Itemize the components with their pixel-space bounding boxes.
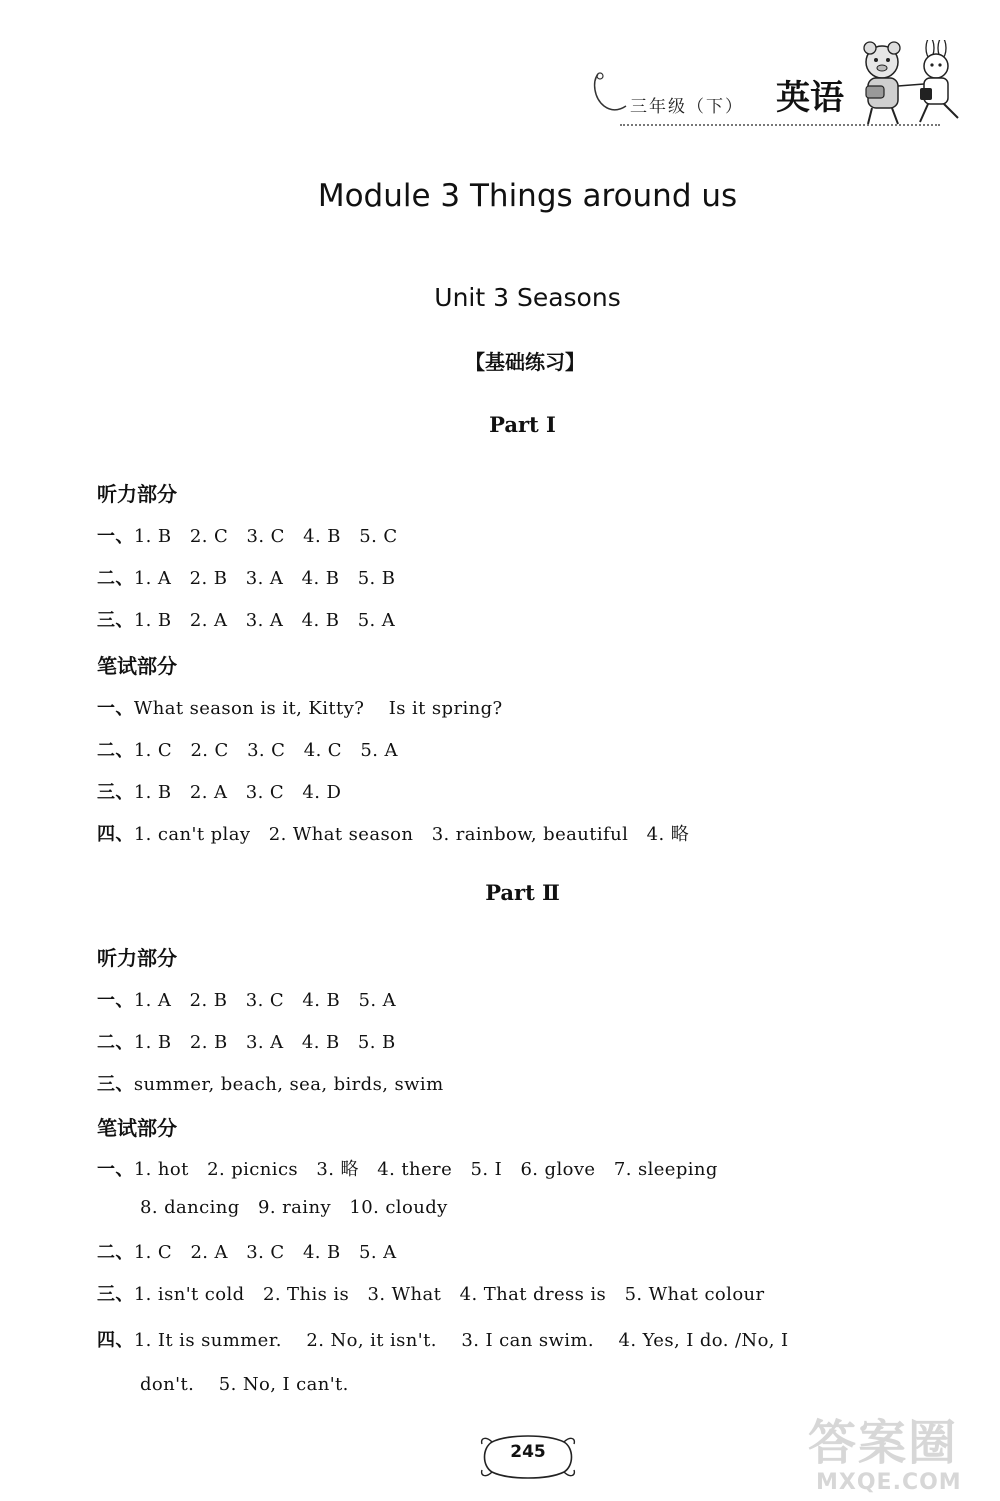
line-text: 1. B 2. A 3. C 4. D — [133, 782, 342, 803]
curl-decoration-icon — [590, 68, 630, 118]
line-text: 1. It is summer. 2. No, it isn't. 3. I can swim. 4. Yes, I do. /No, I — [133, 1330, 789, 1351]
answer-line — [97, 564, 395, 590]
part-1-title: Part Ⅰ — [489, 412, 556, 437]
line-text: 1. A 2. B 3. C 4. B 5. A — [133, 990, 396, 1011]
bear-and-rabbit-mascot-icon — [858, 40, 968, 130]
answer-line — [97, 986, 396, 1012]
part-2-title: Part Ⅱ — [485, 880, 560, 905]
line-text: 1. B 2. B 3. A 4. B 5. B — [133, 1032, 396, 1053]
line-prefix: 三、 — [97, 1284, 134, 1305]
part-2-written-title: 笔试部分 — [97, 1116, 177, 1140]
line-prefix: 二、 — [97, 1032, 134, 1053]
line-prefix: 四、 — [97, 1330, 134, 1351]
line-prefix: 三、 — [97, 610, 134, 631]
line-prefix: 三、 — [97, 782, 134, 803]
answer-line — [97, 1238, 397, 1264]
answer-line — [97, 606, 395, 632]
line-prefix: 一、 — [97, 526, 134, 547]
answer-line-continued — [140, 1197, 448, 1218]
line-text: don't. 5. No, I can't. — [140, 1374, 349, 1395]
answer-line — [97, 778, 341, 804]
line-prefix: 一、 — [97, 698, 134, 719]
line-text: 1. A 2. B 3. A 4. B 5. B — [133, 568, 396, 589]
watermark — [800, 1400, 1000, 1500]
answer-line — [97, 1028, 396, 1054]
unit-title: Unit 3 Seasons — [434, 283, 621, 312]
line-text: 1. B 2. A 3. A 4. B 5. A — [133, 610, 396, 631]
answer-line — [97, 694, 503, 720]
watermark-en: MXQE.COM — [816, 1470, 962, 1495]
answer-line — [97, 1326, 789, 1352]
line-text: 1. isn't cold 2. This is 3. What 4. That dress is 5. What colour — [133, 1284, 765, 1305]
part-1-listening-title: 听力部分 — [97, 482, 177, 506]
line-prefix: 二、 — [97, 1242, 134, 1263]
answer-line — [97, 1155, 718, 1181]
line-text: 1. C 2. A 3. C 4. B 5. A — [133, 1242, 397, 1263]
line-text: 1. C 2. C 3. C 4. C 5. A — [133, 740, 398, 761]
answer-line-continued — [140, 1374, 349, 1395]
line-prefix: 二、 — [97, 568, 134, 589]
answer-line — [97, 1070, 444, 1096]
line-prefix: 一、 — [97, 990, 134, 1011]
line-text: What season is it, Kitty? Is it spring? — [133, 698, 503, 719]
line-text: 1. B 2. C 3. C 4. B 5. C — [133, 526, 398, 547]
page-number-badge — [478, 1430, 588, 1482]
page-number: 245 — [510, 1442, 546, 1462]
line-prefix: 四、 — [97, 824, 134, 845]
answer-line — [97, 522, 398, 548]
line-text: 8. dancing 9. rainy 10. cloudy — [140, 1197, 448, 1218]
module-title: Module 3 Things around us — [317, 178, 738, 214]
line-prefix: 一、 — [97, 1159, 134, 1180]
line-text: 1. can't play 2. What season 3. rainbow, beautiful 4. 略 — [133, 824, 690, 845]
page-header — [590, 40, 970, 130]
header-subject: 英语 — [776, 78, 844, 118]
line-text: summer, beach, sea, birds, swim — [133, 1074, 444, 1095]
answer-line — [97, 820, 689, 846]
watermark-cn: 答案圈 — [808, 1415, 959, 1471]
line-prefix: 三、 — [97, 1074, 134, 1095]
part-1-written-title: 笔试部分 — [97, 654, 177, 678]
line-prefix: 二、 — [97, 740, 134, 761]
answer-line — [97, 736, 398, 762]
practice-label: 【基础练习】 — [465, 350, 585, 374]
line-text: 1. hot 2. picnics 3. 略 4. there 5. I 6. glove 7. sleeping — [133, 1159, 718, 1180]
part-2-listening-title: 听力部分 — [97, 946, 177, 970]
answer-line — [97, 1280, 765, 1306]
header-grade: 三年级（下） — [630, 97, 744, 117]
